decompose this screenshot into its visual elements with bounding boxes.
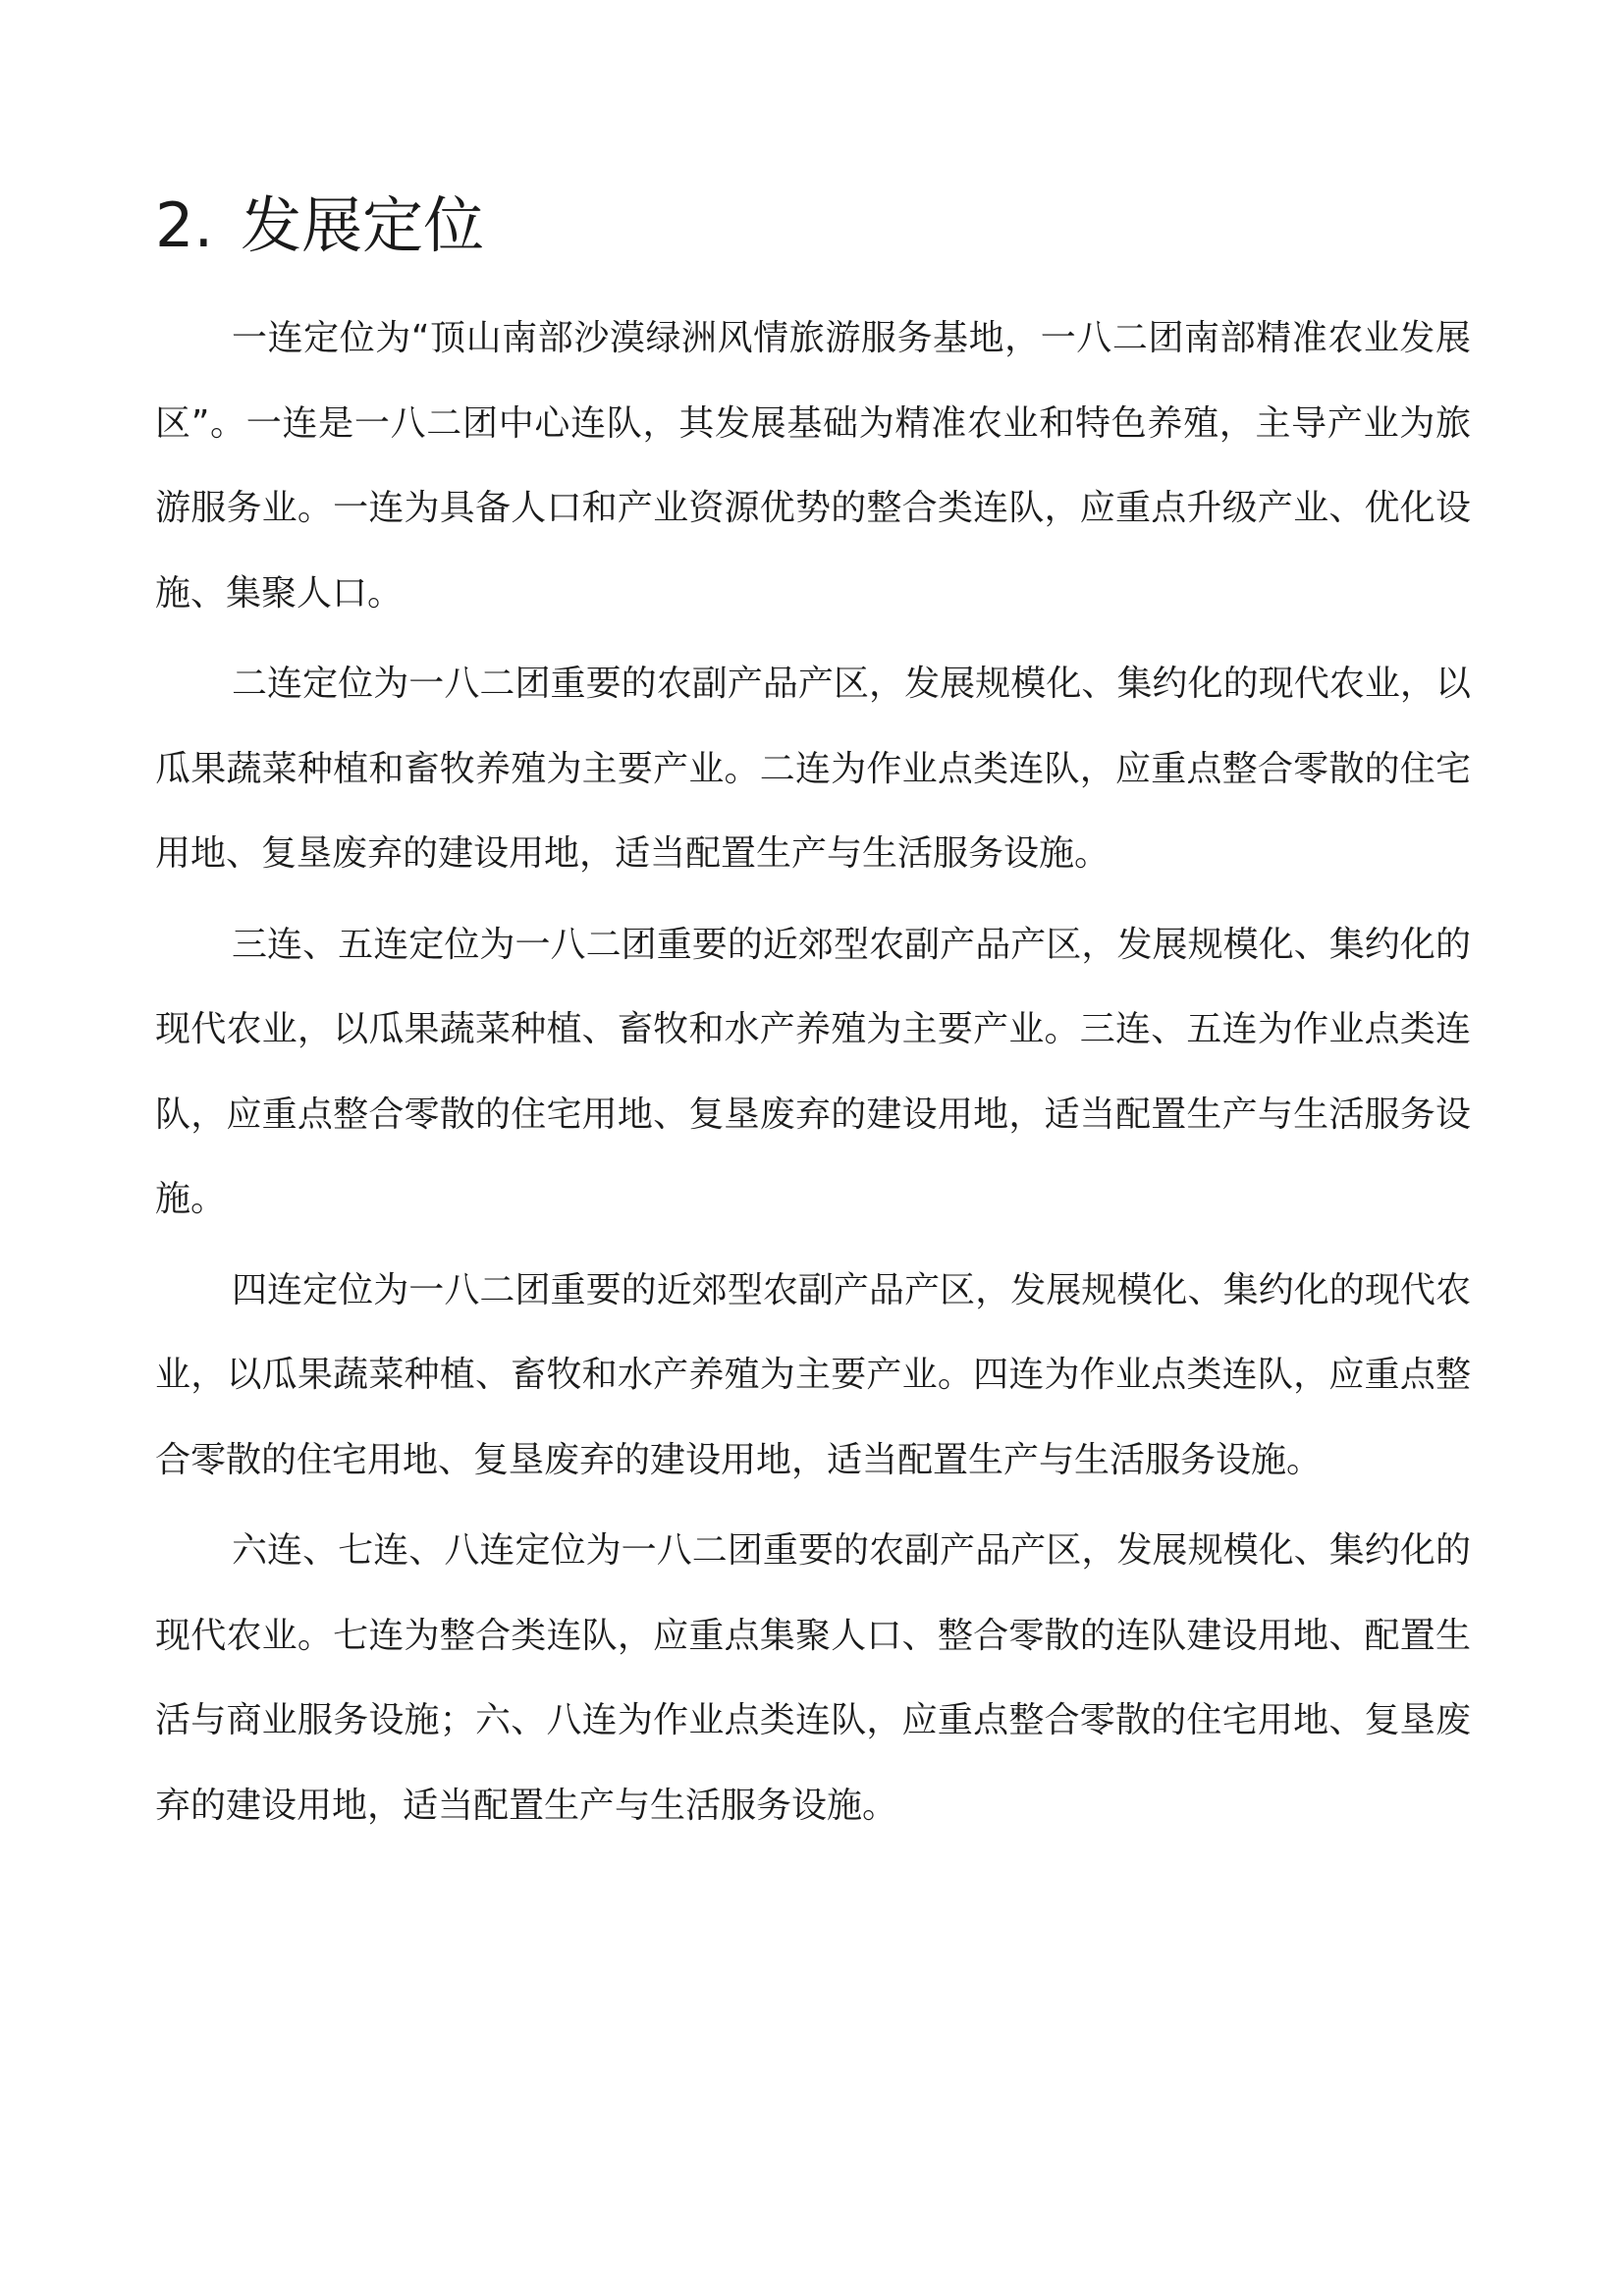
paragraph-first-company: 一连定位为“顶山南部沙漠绿洲风情旅游服务基地，一八二团南部精准农业发展区”。一连是一八二团中心连队，其发展基础为精准农业和特色养殖，主导产业为旅游服务业。一连为具备人口和产业资源优势的整合类连队，应重点升级产业、优化设施、集聚人口。 [155, 318, 1471, 614]
section-number: 2. [155, 189, 214, 261]
section-title: 发展定位 [241, 189, 485, 261]
paragraph-sixth-seventh-eighth-company: 六连、七连、八连定位为一八二团重要的农副产品产区，发展规模化、集约化的现代农业。七连为整合类连队，应重点集聚人口、整合零散的连队建设用地、配置生活与商业服务设施；六、八连为作业点类连队，应重点整合零散的住宅用地、复垦废弃的建设用地，适当配置生产与生活服务设施。 [155, 1530, 1471, 1826]
paragraph-second-company: 二连定位为一八二团重要的农副产品产区，发展规模化、集约化的现代农业，以瓜果蔬菜种植和畜牧养殖为主要产业。二连为作业点类连队，应重点整合零散的住宅用地、复垦废弃的建设用地，适当配置生产与生活服务设施。 [155, 664, 1471, 874]
paragraph-third-fifth-company: 三连、五连定位为一八二团重要的近郊型农副产品产区，发展规模化、集约化的现代农业，以瓜果蔬菜种植、畜牧和水产养殖为主要产业。三连、五连为作业点类连队，应重点整合零散的住宅用地、复垦废弃的建设用地，适当配置生产与生活服务设施。 [155, 924, 1471, 1219]
section-body [155, 296, 1471, 1854]
section-heading [155, 187, 1432, 265]
paragraph-fourth-company: 四连定位为一八二团重要的近郊型农副产品产区，发展规模化、集约化的现代农业，以瓜果蔬菜种植、畜牧和水产养殖为主要产业。四连为作业点类连队，应重点整合零散的住宅用地、复垦废弃的建设用地，适当配置生产与生活服务设施。 [155, 1269, 1471, 1480]
